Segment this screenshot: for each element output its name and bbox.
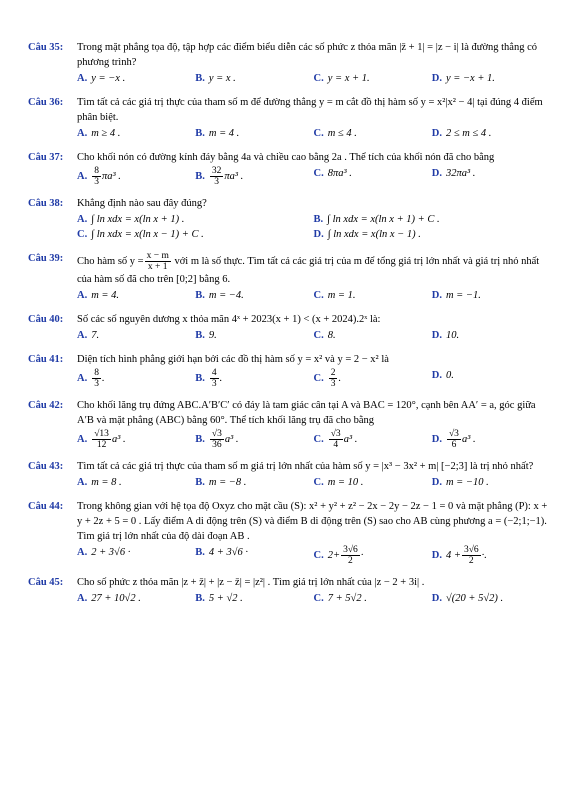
answer-options bbox=[77, 212, 550, 242]
option-label: C. bbox=[313, 549, 324, 561]
answer-option bbox=[314, 126, 432, 141]
option-text: m = 1. bbox=[327, 290, 356, 301]
option-label: D. bbox=[431, 330, 442, 341]
fraction bbox=[210, 429, 224, 450]
question-number: Câu 35: bbox=[28, 42, 64, 53]
answer-option bbox=[432, 288, 550, 303]
option-label: B. bbox=[195, 330, 205, 341]
question-block bbox=[28, 398, 550, 450]
answer-option bbox=[77, 368, 195, 389]
fraction-denominator: 36 bbox=[212, 440, 222, 450]
option-text: 5 + √2 . bbox=[208, 593, 243, 604]
answer-option bbox=[77, 71, 195, 86]
question-text: Cho số phức z thỏa mãn |z + z̄| + |z − z̄| = |z²| . Tìm giá trị lớn nhất của |z − 2 + 3i| . bbox=[77, 577, 425, 588]
fraction bbox=[462, 545, 481, 566]
option-text: m = −1. bbox=[445, 290, 481, 301]
fraction bbox=[92, 166, 101, 187]
option-text: ∫ ln xdx = x(ln x + 1) . bbox=[91, 214, 185, 225]
answer-option bbox=[432, 429, 550, 450]
question-text: Trong không gian với hệ tọa độ Oxyz cho mặt cầu (S): x² + y² + z² − 2x − 2y − 2z − 1 = 0 và mặt phẳng (P): x + y + 2z + 5 = 0 . Lấy điểm A di động trên (S) và điểm B di động trên (S) sao cho AB cùng phương a = (−2;1;−1). Tìm giá trị lớn nhất của độ dài đoạn AB . bbox=[77, 501, 548, 542]
option-text: m = 4. bbox=[91, 290, 120, 301]
answer-option bbox=[432, 166, 550, 187]
question-block bbox=[28, 312, 550, 343]
question-stem bbox=[28, 40, 550, 70]
option-label: C. bbox=[313, 372, 324, 384]
option-suffix: . bbox=[219, 372, 223, 384]
question-block bbox=[28, 40, 550, 86]
answer-option bbox=[77, 166, 195, 187]
question-text: Khẳng định nào sau đây đúng? bbox=[77, 198, 207, 209]
answer-options bbox=[77, 288, 550, 303]
option-label: B. bbox=[195, 73, 205, 84]
option-text: 10. bbox=[445, 330, 460, 341]
option-suffix: a³ . bbox=[343, 433, 358, 445]
option-label: A. bbox=[77, 593, 88, 604]
fraction bbox=[341, 545, 360, 566]
fraction bbox=[92, 429, 111, 450]
fraction-denominator: 3 bbox=[330, 379, 336, 389]
option-label: D. bbox=[313, 229, 324, 240]
option-label: D. bbox=[431, 593, 442, 604]
answer-option bbox=[314, 166, 432, 187]
fraction-denominator: 3 bbox=[211, 379, 217, 389]
exam-page bbox=[28, 40, 550, 615]
option-text: m = −4. bbox=[208, 290, 244, 301]
option-suffix: . bbox=[101, 372, 105, 384]
option-text: m ≤ 4 . bbox=[327, 128, 357, 139]
answer-options bbox=[77, 545, 550, 566]
question-text: Tìm tất cả các giá trị thực của tham số m để đường thẳng y = m cắt đồ thị hàm số y = x²|x² − 4| tại đúng 4 điểm phân biệt. bbox=[77, 97, 543, 123]
option-text: 4 + 3√6 · bbox=[208, 547, 248, 558]
answer-option bbox=[77, 475, 195, 490]
question-number: Câu 36: bbox=[28, 97, 64, 108]
question-number: Câu 44: bbox=[28, 501, 64, 512]
answer-options bbox=[77, 429, 550, 450]
answer-option bbox=[314, 71, 432, 86]
answer-option bbox=[314, 429, 432, 450]
option-label: A. bbox=[77, 214, 88, 225]
answer-options bbox=[77, 328, 550, 343]
option-label: C. bbox=[313, 330, 324, 341]
answer-option bbox=[314, 328, 432, 343]
fraction-numerator: 3√6 bbox=[463, 545, 479, 555]
fraction-denominator: 2 bbox=[468, 556, 474, 566]
option-text: m = −8 . bbox=[208, 477, 247, 488]
question-text-after: với m là số thực. Tìm tất cả các giá trị của m để tổng giá trị lớn nhất và giá trị nhỏ nhất của hàm số đã cho trên [0;2] bằng 6. bbox=[77, 255, 540, 285]
answer-option bbox=[432, 368, 550, 389]
option-label: B. bbox=[195, 477, 205, 488]
answer-option bbox=[314, 368, 432, 389]
option-label: C. bbox=[313, 593, 324, 604]
option-text: 8. bbox=[327, 330, 336, 341]
option-label: B. bbox=[195, 372, 205, 384]
option-label: A. bbox=[77, 290, 88, 301]
question-stem bbox=[28, 352, 550, 367]
answer-option bbox=[77, 429, 195, 450]
question-text: Diện tích hình phẳng giới hạn bởi các đồ thị hàm số y = x² và y = 2 − x² là bbox=[77, 354, 389, 365]
answer-options bbox=[77, 475, 550, 490]
answer-option bbox=[195, 545, 313, 566]
option-prefix: 4 + bbox=[445, 549, 461, 561]
fraction bbox=[329, 368, 338, 389]
question-text: Số các số nguyên dương x thỏa mãn 4ˣ + 2023(x + 1) < (x + 2024).2ˣ là: bbox=[77, 314, 381, 325]
answer-option bbox=[195, 368, 313, 389]
fraction-denominator: 3 bbox=[214, 177, 220, 187]
answer-option bbox=[77, 288, 195, 303]
option-text: √(20 + 5√2) . bbox=[445, 593, 504, 604]
option-label: D. bbox=[431, 477, 442, 488]
answer-option bbox=[195, 591, 313, 606]
answer-option bbox=[195, 71, 313, 86]
answer-options bbox=[77, 368, 550, 389]
answer-option bbox=[77, 126, 195, 141]
option-text: ∫ ln xdx = x(ln x − 1) . bbox=[327, 229, 421, 240]
option-suffix: πa³ . bbox=[224, 170, 244, 182]
option-text: ∫ ln xdx = x(ln x − 1) + C . bbox=[91, 229, 204, 240]
option-text: y = x + 1. bbox=[327, 73, 370, 84]
fraction bbox=[210, 166, 224, 187]
option-label: B. bbox=[195, 547, 205, 558]
fraction-denominator: 3 bbox=[94, 177, 99, 187]
option-label: B. bbox=[195, 128, 205, 139]
question-text: Tìm tất cả các giá trị thực của tham số m giá trị lớn nhất của hàm số y = |x³ − 3x² + m| [−2;3] là trị nhỏ nhất? bbox=[77, 461, 534, 472]
option-label: A. bbox=[77, 477, 88, 488]
answer-option bbox=[77, 545, 195, 566]
question-number: Câu 42: bbox=[28, 400, 64, 411]
answer-option bbox=[314, 212, 551, 227]
answer-option bbox=[314, 475, 432, 490]
option-suffix: ·. bbox=[481, 549, 487, 561]
option-suffix: πa³ . bbox=[101, 170, 121, 182]
question-stem bbox=[28, 251, 550, 287]
option-label: A. bbox=[77, 433, 88, 445]
option-label: C. bbox=[313, 433, 324, 445]
option-text: y = x . bbox=[208, 73, 236, 84]
option-label: A. bbox=[77, 372, 88, 384]
option-text: m = 8 . bbox=[91, 477, 122, 488]
option-suffix: . bbox=[338, 372, 342, 384]
option-label: B. bbox=[195, 433, 205, 445]
question-stem bbox=[28, 95, 550, 125]
question-block bbox=[28, 499, 550, 566]
fraction-denominator: 4 bbox=[333, 440, 339, 450]
option-suffix: a³ . bbox=[461, 433, 476, 445]
question-number: Câu 41: bbox=[28, 354, 64, 365]
answer-option bbox=[432, 545, 550, 566]
question-stem bbox=[28, 150, 550, 165]
option-text: 0. bbox=[445, 370, 454, 381]
fraction bbox=[210, 368, 219, 389]
option-text: y = −x . bbox=[91, 73, 126, 84]
question-block bbox=[28, 95, 550, 141]
fraction-denominator: 3 bbox=[94, 379, 99, 389]
answer-options bbox=[77, 166, 550, 187]
option-text: m = 10 . bbox=[327, 477, 364, 488]
option-label: D. bbox=[431, 128, 442, 139]
option-label: D. bbox=[431, 168, 442, 179]
answer-option bbox=[432, 328, 550, 343]
option-label: B. bbox=[195, 593, 205, 604]
option-label: D. bbox=[431, 290, 442, 301]
answer-option bbox=[77, 591, 195, 606]
question-number: Câu 39: bbox=[28, 253, 64, 264]
option-label: C. bbox=[77, 229, 88, 240]
answer-option bbox=[77, 328, 195, 343]
question-block bbox=[28, 196, 550, 242]
question-stem bbox=[28, 499, 550, 544]
answer-option bbox=[195, 166, 313, 187]
option-suffix: · bbox=[360, 549, 364, 561]
question-text-before: Cho hàm số y = bbox=[77, 255, 144, 267]
answer-option bbox=[314, 288, 432, 303]
answer-options bbox=[77, 71, 550, 86]
question-stem bbox=[28, 575, 550, 590]
option-text: m = −10 . bbox=[445, 477, 489, 488]
option-label: C. bbox=[313, 168, 324, 179]
question-stem bbox=[28, 312, 550, 327]
option-label: A. bbox=[77, 128, 88, 139]
question-text: Cho khối lăng trụ đứng ABC.A′B′C′ có đáy là tam giác cân tại A và BAC = 120°, cạnh bên AA′ = a, góc giữa A′B và mặt phẳng (ABC) bằng 60°. Thể tích khối lăng trụ đã cho bằng bbox=[77, 400, 536, 426]
option-label: A. bbox=[77, 547, 88, 558]
answer-option bbox=[432, 126, 550, 141]
option-label: B. bbox=[195, 170, 205, 182]
fraction-numerator: 2 bbox=[330, 368, 336, 378]
fraction bbox=[92, 368, 101, 389]
option-text: 2 ≤ m ≤ 4 . bbox=[445, 128, 492, 139]
fraction-numerator: √3 bbox=[330, 429, 341, 439]
question-text: Cho khối nón có đường kính đáy bằng 4a và chiều cao bằng 2a . Thể tích của khối nón đã cho bằng bbox=[77, 152, 495, 163]
question-number: Câu 38: bbox=[28, 198, 64, 209]
question-block bbox=[28, 575, 550, 606]
option-text: 7 + 5√2 . bbox=[327, 593, 367, 604]
answer-option bbox=[314, 591, 432, 606]
answer-option bbox=[432, 591, 550, 606]
question-stem bbox=[28, 398, 550, 428]
answer-option bbox=[432, 475, 550, 490]
question-number: Câu 37: bbox=[28, 152, 64, 163]
option-label: A. bbox=[77, 73, 88, 84]
fraction-numerator: √3 bbox=[448, 429, 459, 439]
option-text: 9. bbox=[208, 330, 217, 341]
question-text bbox=[77, 251, 550, 287]
fraction bbox=[145, 251, 171, 272]
fraction-denominator: x + 1 bbox=[147, 262, 168, 272]
answer-option bbox=[77, 227, 314, 242]
question-block bbox=[28, 459, 550, 490]
option-text: 8πa³ . bbox=[327, 168, 352, 179]
fraction-numerator: √3 bbox=[211, 429, 222, 439]
answer-option bbox=[195, 429, 313, 450]
fraction bbox=[329, 429, 343, 450]
fraction-numerator: 32 bbox=[211, 166, 222, 176]
answer-option bbox=[195, 328, 313, 343]
question-block bbox=[28, 352, 550, 389]
option-label: D. bbox=[431, 433, 442, 445]
answer-option bbox=[314, 227, 551, 242]
option-label: D. bbox=[431, 370, 442, 381]
fraction-denominator: 12 bbox=[96, 440, 107, 450]
option-label: C. bbox=[313, 477, 324, 488]
option-label: D. bbox=[431, 73, 442, 84]
option-text: 2 + 3√6 · bbox=[91, 547, 131, 558]
answer-option bbox=[314, 545, 432, 566]
option-text: ∫ ln xdx = x(ln x + 1) + C . bbox=[327, 214, 440, 225]
answer-options bbox=[77, 591, 550, 606]
option-label: C. bbox=[313, 73, 324, 84]
fraction-numerator: 4 bbox=[211, 368, 217, 378]
option-suffix: a³ . bbox=[224, 433, 239, 445]
option-prefix: 2+ bbox=[327, 549, 341, 561]
question-block bbox=[28, 251, 550, 303]
question-stem bbox=[28, 459, 550, 474]
question-stem bbox=[28, 196, 550, 211]
option-suffix: a³ . bbox=[111, 433, 126, 445]
fraction-numerator: 8 bbox=[94, 368, 99, 378]
fraction-numerator: x − m bbox=[146, 251, 169, 261]
question-number: Câu 45: bbox=[28, 577, 64, 588]
option-label: A. bbox=[77, 330, 88, 341]
option-label: D. bbox=[431, 549, 442, 561]
fraction-denominator: 2 bbox=[348, 556, 353, 566]
option-label: C. bbox=[313, 290, 324, 301]
question-number: Câu 40: bbox=[28, 314, 64, 325]
option-text: y = −x + 1. bbox=[445, 73, 495, 84]
option-text: 32πa³ . bbox=[445, 168, 476, 179]
question-block bbox=[28, 150, 550, 187]
fraction-denominator: 6 bbox=[451, 440, 457, 450]
fraction-numerator: 8 bbox=[94, 166, 99, 176]
answer-option bbox=[195, 475, 313, 490]
option-text: 27 + 10√2 . bbox=[91, 593, 141, 604]
option-label: B. bbox=[313, 214, 324, 225]
answer-option bbox=[432, 71, 550, 86]
question-text: Trong mặt phẳng tọa độ, tập hợp các điểm biểu diễn các số phức z thỏa mãn |z̄ + 1| = |z − i| là đường thẳng có phương trình? bbox=[77, 42, 537, 68]
answer-option bbox=[195, 126, 313, 141]
fraction bbox=[447, 429, 461, 450]
answer-option bbox=[77, 212, 314, 227]
answer-options bbox=[77, 126, 550, 141]
option-text: m ≥ 4 . bbox=[91, 128, 121, 139]
fraction-numerator: 3√6 bbox=[343, 545, 358, 555]
answer-option bbox=[195, 288, 313, 303]
fraction-numerator: √13 bbox=[94, 429, 109, 439]
option-text: 7. bbox=[91, 330, 100, 341]
option-text: m = 4 . bbox=[208, 128, 240, 139]
option-label: A. bbox=[77, 170, 88, 182]
option-label: B. bbox=[195, 290, 205, 301]
option-label: C. bbox=[313, 128, 324, 139]
question-number: Câu 43: bbox=[28, 461, 64, 472]
